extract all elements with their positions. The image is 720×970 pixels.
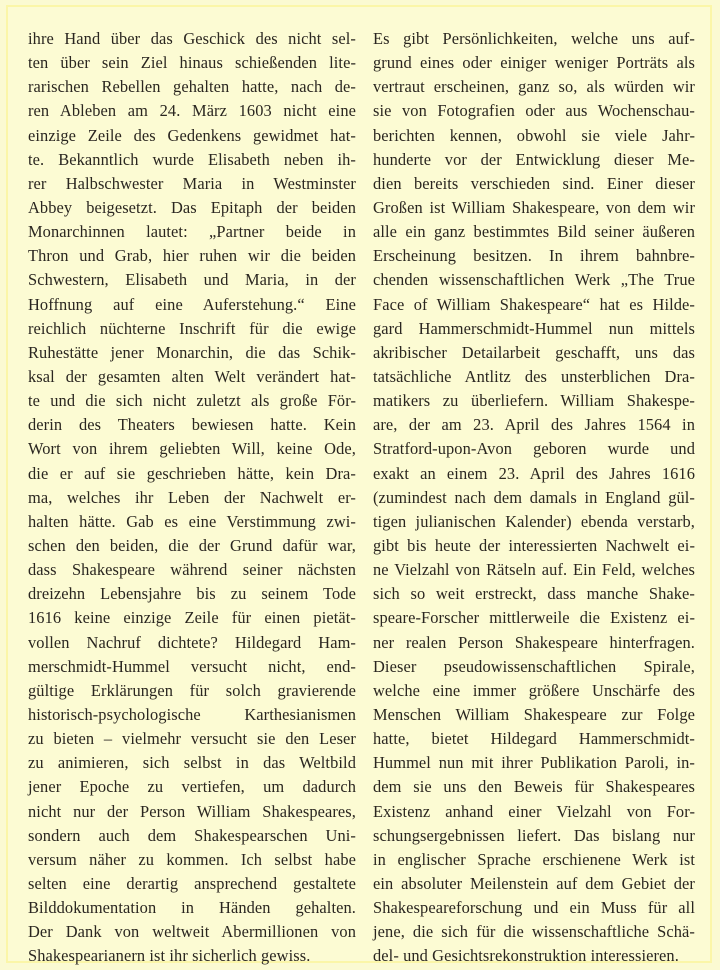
text-line: matikers zu überliefern. William Shakespe- xyxy=(373,391,695,411)
text-line: speare-Forscher mittlerweile die Existenz ei- xyxy=(373,608,695,628)
text-line: Shakespeareforschung und ein Muss für all xyxy=(373,898,695,918)
text-line: Stratford-upon-Avon geboren wurde und xyxy=(373,439,695,459)
text-line: ne Vielzahl von Rätseln auf. Ein Feld, welches xyxy=(373,560,695,580)
text-line: grund eines oder einiger weniger Porträts als xyxy=(373,53,695,73)
text-line: jene, die sich für die wissenschaftliche Schä- xyxy=(373,922,695,942)
text-line: rarischen Rebellen gehalten hatte, nach de- xyxy=(28,77,356,97)
text-line: Dieser pseudowissenschaftlichen Spirale, xyxy=(373,656,695,676)
text-line: Monarchinnen lautet: „Partner beide in xyxy=(28,222,356,242)
text-line: ein absoluter Meilenstein auf dem Gebiet der xyxy=(373,873,695,893)
text-line: are, der am 23. April des Jahres 1564 in xyxy=(373,415,695,435)
text-line: Ruhestätte jener Monarchin, die das Schik- xyxy=(28,342,356,362)
text-line: te. Bekanntlich wurde Elisabeth neben ih- xyxy=(28,149,356,169)
text-line: sich so weit erstreckt, dass manche Shake- xyxy=(373,584,695,604)
text-line: exakt an einem 23. April des Jahres 1616 xyxy=(373,463,695,483)
text-line: chenden wissenschaftlichen Werk „The True xyxy=(373,270,695,290)
text-line: einzige Zeile des Gedenkens gewidmet hat- xyxy=(28,125,356,145)
text-line: dien bereits verschieden sind. Einer dieser xyxy=(373,173,695,193)
text-line: dem sie uns den Beweis für Shakespeares xyxy=(373,777,695,797)
text-line: zu animieren, sich selbst in das Weltbild xyxy=(28,753,356,773)
text-line: gibt bis heute der interessierten Nachwelt ei- xyxy=(373,535,695,555)
text-line: 1616 keine einzige Zeile für einen pietät- xyxy=(28,608,356,628)
text-line: gültige Erklärungen für solch gravierende xyxy=(28,680,356,700)
text-line: ren Ableben am 24. März 1603 nicht eine xyxy=(28,101,356,121)
text-line: Thron und Grab, hier ruhen wir die beiden xyxy=(28,246,356,266)
text-line: dreizehn Lebensjahre bis zu seinem Tode xyxy=(28,584,356,604)
text-line: alle ein ganz bestimmtes Bild seiner äußeren xyxy=(373,222,695,242)
text-line: selten eine derartig ansprechend gestaltete xyxy=(28,873,356,893)
text-line: Schwestern, Elisabeth und Maria, in der xyxy=(28,270,356,290)
text-line: welche eine immer größere Unschärfe des xyxy=(373,680,695,700)
text-line: Hoffnung auf eine Auferstehung.“ Eine xyxy=(28,294,356,314)
text-line: nicht nur der Person William Shakespeares, xyxy=(28,801,356,821)
text-line: in englischer Sprache erschienene Werk ist xyxy=(373,849,695,869)
right-text-column xyxy=(373,27,695,968)
text-line: ksal der gesamten alten Welt verändert hat- xyxy=(28,366,356,386)
text-line: gard Hammerschmidt-Hummel nun mittels xyxy=(373,318,695,338)
text-line: Großen ist William Shakespeare, von dem wir xyxy=(373,197,695,217)
text-line: ner realen Person Shakespeare hinterfragen. xyxy=(373,632,695,652)
document-page xyxy=(6,5,712,966)
text-line: rer Halbschwester Maria in Westminster xyxy=(28,173,356,193)
text-line: akribischer Detailarbeit geschafft, uns das xyxy=(373,342,695,362)
text-line: Es gibt Persönlichkeiten, welche uns auf- xyxy=(373,29,695,48)
text-line: halten hätte. Gab es eine Verstimmung zwi- xyxy=(28,511,356,531)
text-line: vertraut erscheinen, ganz so, als würden wir xyxy=(373,77,695,97)
text-line: schungsergebnissen liefert. Das bislang nur xyxy=(373,825,695,845)
text-line: ten über sein Ziel hinaus schießenden lite- xyxy=(28,53,356,73)
text-line: ihre Hand über das Geschick des nicht sel- xyxy=(28,29,356,48)
text-line: Der Dank von weltweit Abermillionen von xyxy=(28,922,356,942)
text-line: die er auf sie geschrieben hätte, kein Dra- xyxy=(28,463,356,483)
text-line: del- und Gesichtsrekonstruktion interessieren. xyxy=(373,946,679,966)
text-line: hunderte vor der Entwicklung dieser Me- xyxy=(373,149,695,169)
text-line: Abbey beigesetzt. Das Epitaph der beiden xyxy=(28,197,356,217)
text-line: Existenz anhand einer Vielzahl von For- xyxy=(373,801,695,821)
left-text-column xyxy=(28,27,356,968)
text-line: Erscheinung besitzen. In ihrem bahnbre- xyxy=(373,246,695,266)
text-line: Shakespearianern ist ihr sicherlich gewiss. xyxy=(28,946,311,966)
text-line: dass Shakespeare während seiner nächsten xyxy=(28,560,356,580)
text-line: zu bieten – vielmehr versucht sie den Leser xyxy=(28,729,356,749)
text-line: jener Epoche zu vertiefen, um dadurch xyxy=(28,777,356,797)
text-line: te und die sich nicht zuletzt als große För- xyxy=(28,391,356,411)
text-line: hatte, bietet Hildegard Hammerschmidt- xyxy=(373,729,695,749)
text-line: reichlich nüchterne Inschrift für die ewige xyxy=(28,318,356,338)
text-line: sie von Fotografien oder aus Wochenschau- xyxy=(373,101,695,121)
text-line: sondern auch dem Shakespearschen Uni- xyxy=(28,825,356,845)
text-line: derin des Theaters bewiesen hatte. Kein xyxy=(28,415,356,435)
text-line: Face of William Shakespeare“ hat es Hilde- xyxy=(373,294,695,314)
text-line: berichten kennen, obwohl sie viele Jahr- xyxy=(373,125,695,145)
text-line: versum näher zu kommen. Ich selbst habe xyxy=(28,849,356,869)
text-line: Wort von ihrem geliebten Will, keine Ode, xyxy=(28,439,356,459)
text-line: ma, welches ihr Leben der Nachwelt er- xyxy=(28,487,356,507)
text-line: (zumindest nach dem damals in England gül- xyxy=(373,487,695,507)
text-line: tigen julianischen Kalender) ebenda verstarb, xyxy=(373,511,695,531)
text-line: historisch-psychologische Karthesianismen xyxy=(28,704,356,724)
text-line: tatsächliche Antlitz des unsterblichen Dra- xyxy=(373,366,695,386)
text-line: Bilddokumentation in Händen gehalten. xyxy=(28,898,356,918)
text-line: Hummel nun mit ihrer Publikation Paroli, in- xyxy=(373,753,695,773)
text-line: merschmidt-Hummel versucht nicht, end- xyxy=(28,656,356,676)
text-line: Menschen William Shakespeare zur Folge xyxy=(373,704,695,724)
text-line: schen den beiden, die der Grund dafür war, xyxy=(28,535,356,555)
text-line: vollen Nachruf dichtete? Hildegard Ham- xyxy=(28,632,356,652)
